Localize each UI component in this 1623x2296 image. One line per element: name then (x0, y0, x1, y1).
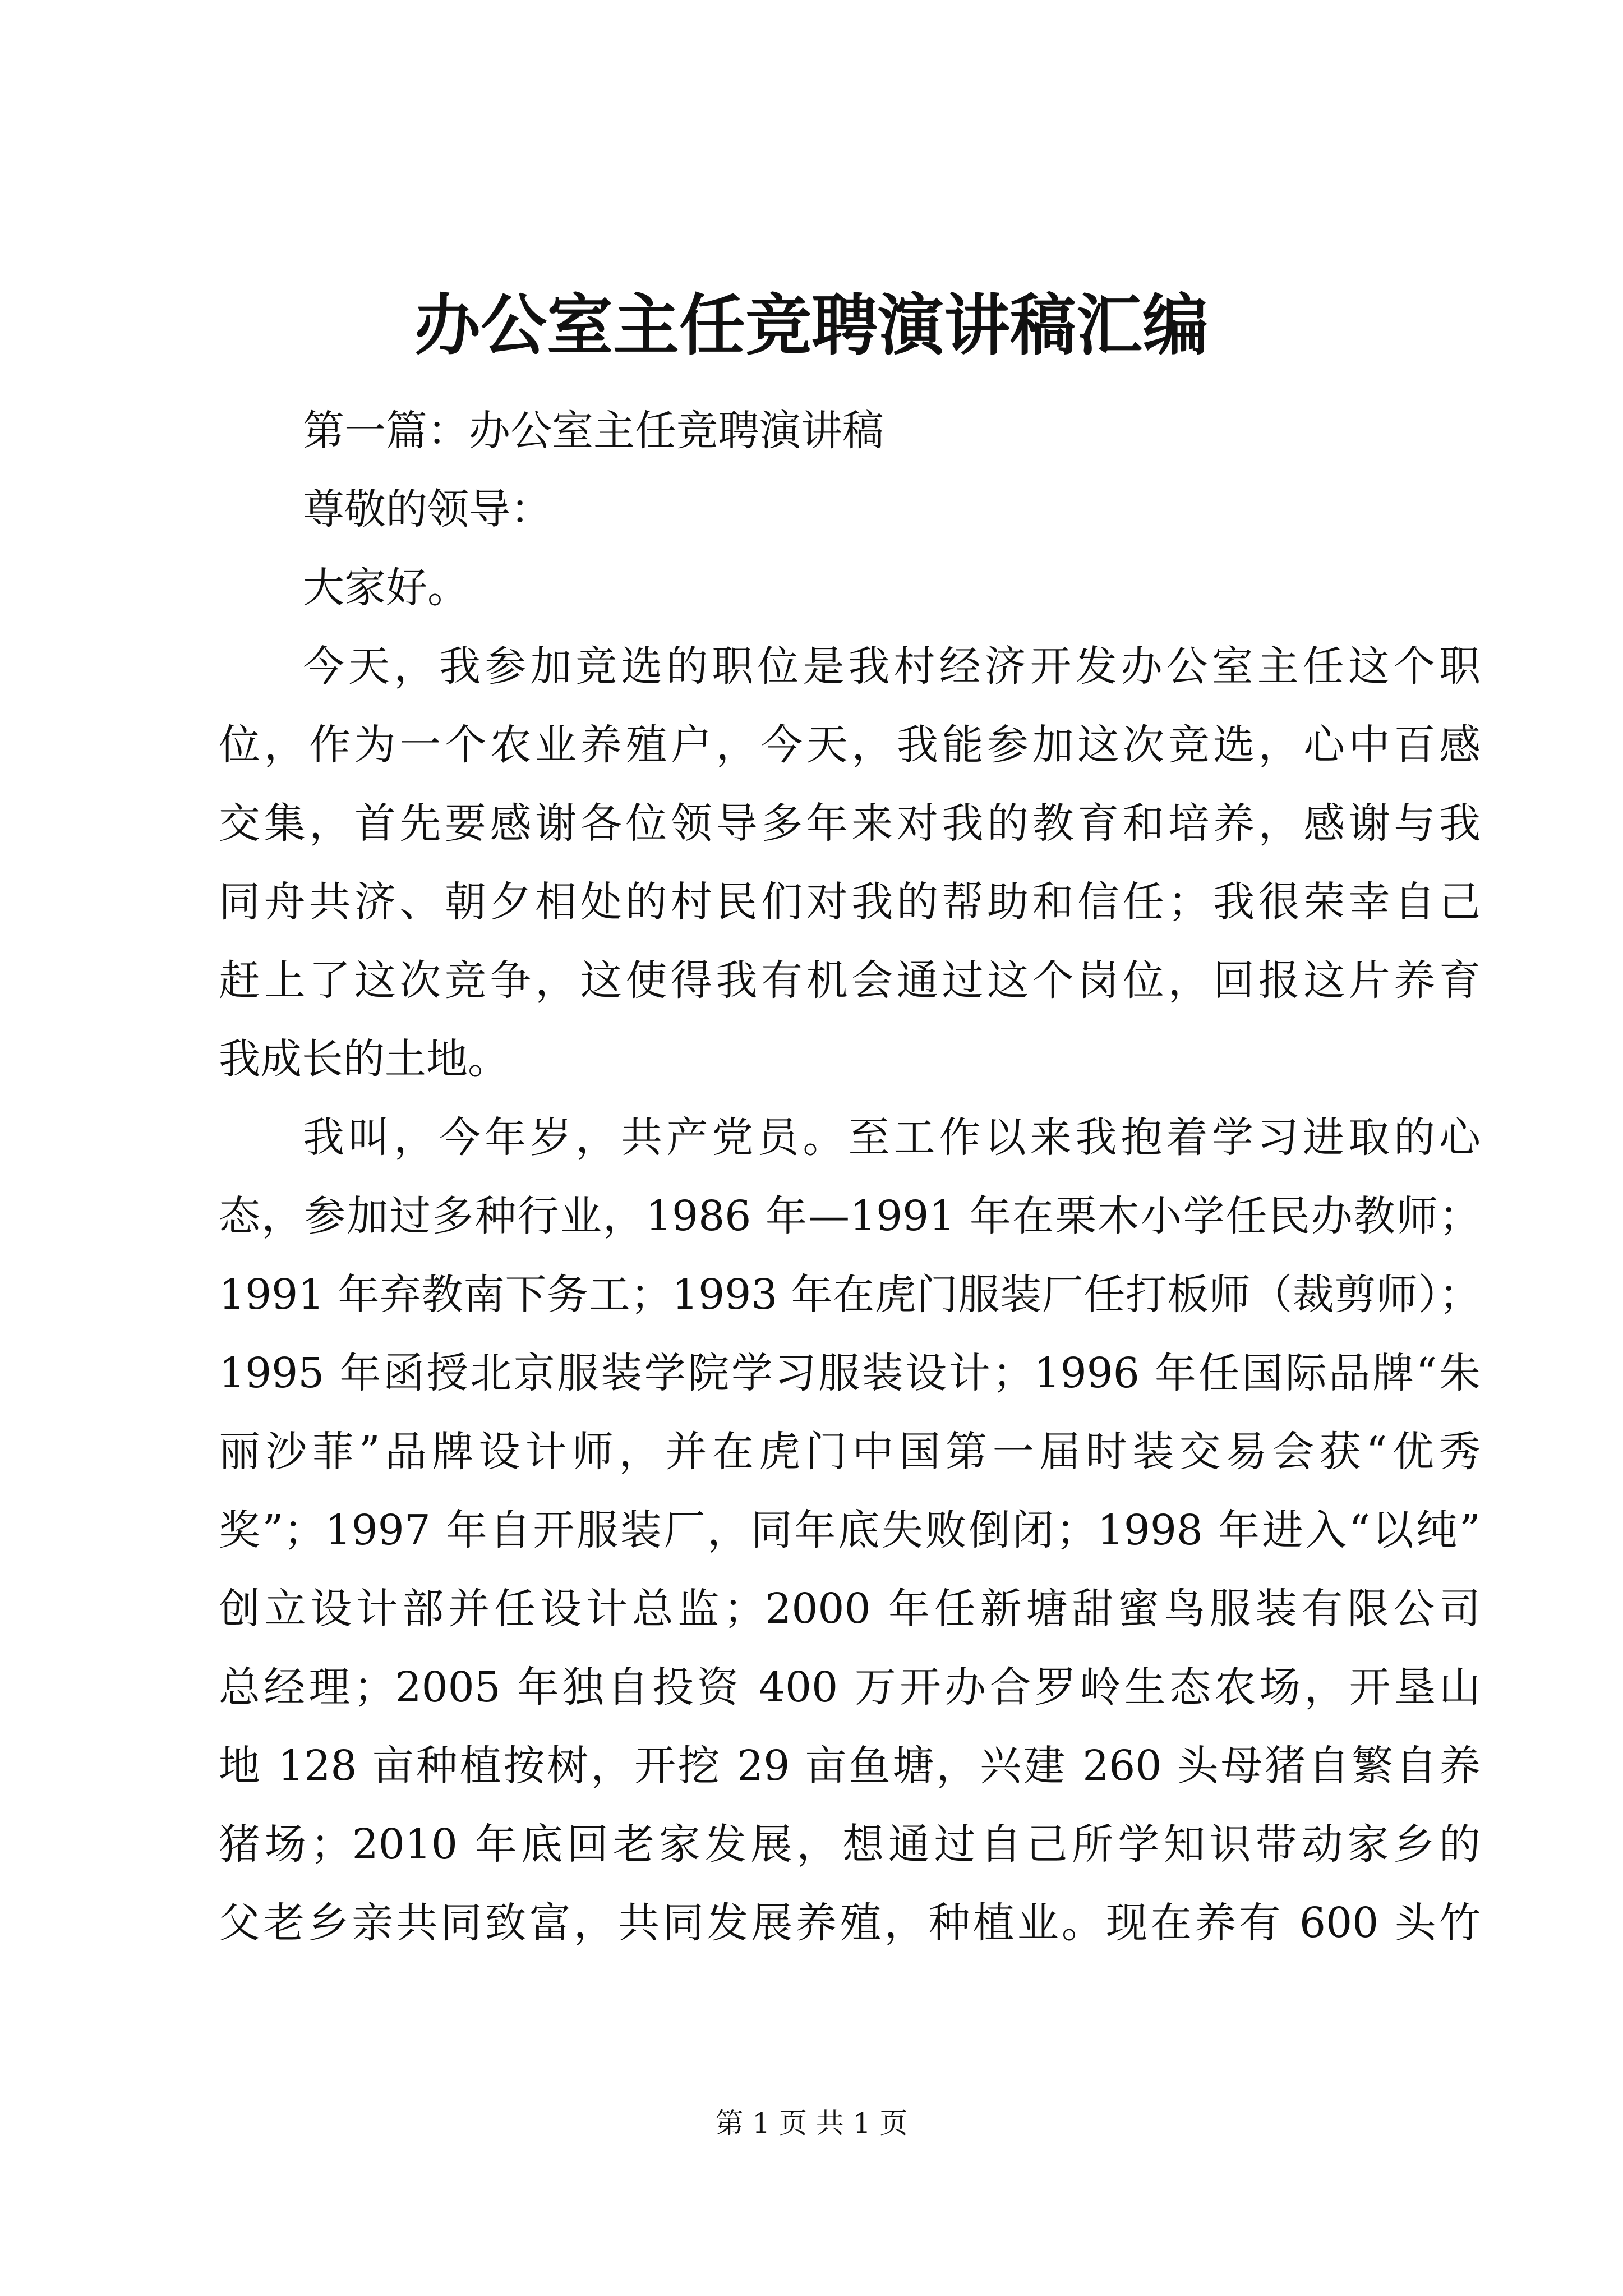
paragraph-line: 地 128 亩种植按树，开挖 29 亩鱼塘，兴建 260 头母猪自繁自养 (219, 1742, 1481, 1790)
paragraph-line: 父老乡亲共同致富，共同发展养殖，种植业。现在养有 600 头竹 (219, 1899, 1481, 1947)
paragraph-line: 丽沙菲”品牌设计师，并在虎门中国第一届时装交易会获“优秀 (219, 1428, 1481, 1476)
paragraph-line: 交集，首先要感谢各位领导多年来对我的教育和培养，感谢与我 (219, 799, 1481, 848)
paragraph-line: 今天，我参加竞选的职位是我村经济开发办公室主任这个职 (303, 642, 1481, 691)
paragraph-line: 猪场；2010 年底回老家发展，想通过自己所学知识带动家乡的 (219, 1820, 1481, 1869)
paragraph-line: 创立设计部并任设计总监；2000 年任新塘甜蜜鸟服装有限公司 (219, 1585, 1481, 1633)
paragraph-line: 总经理；2005 年独自投资 400 万开办合罗岭生态农场，开垦山 (219, 1663, 1481, 1711)
paragraph-line: 我叫，今年岁，共产党员。至工作以来我抱着学习进取的心 (303, 1114, 1481, 1162)
document-title: 办公室主任竞聘演讲稿汇编 (414, 286, 1209, 364)
paragraph-line: 我成长的土地。 (219, 1035, 509, 1083)
page-footer: 第 1 页 共 1 页 (715, 2107, 908, 2139)
paragraph-line: 1995 年函授北京服装学院学习服装设计；1996 年任国际品牌“朱 (219, 1349, 1481, 1397)
section-heading: 第一篇：办公室主任竞聘演讲稿 (303, 407, 884, 455)
paragraph-line: 位，作为一个农业养殖户，今天，我能参加这次竞选，心中百感 (219, 721, 1481, 769)
salutation: 尊敬的领导： (303, 485, 552, 533)
paragraph-line: 奖”；1997 年自开服装厂，同年底失败倒闭；1998 年进入“以纯” (219, 1506, 1481, 1554)
paragraph-line: 赶上了这次竞争，这使得我有机会通过这个岗位，回报这片养育 (219, 956, 1481, 1005)
paragraph-line: 态，参加过多种行业，1986 年—1991 年在栗木小学任民办教师； (219, 1192, 1481, 1240)
greeting: 大家好。 (303, 564, 469, 612)
paragraph-line: 1991 年弃教南下务工；1993 年在虎门服装厂任打板师（裁剪师）； (219, 1271, 1481, 1319)
paragraph-line: 同舟共济、朝夕相处的村民们对我的帮助和信任；我很荣幸自己 (219, 878, 1481, 926)
